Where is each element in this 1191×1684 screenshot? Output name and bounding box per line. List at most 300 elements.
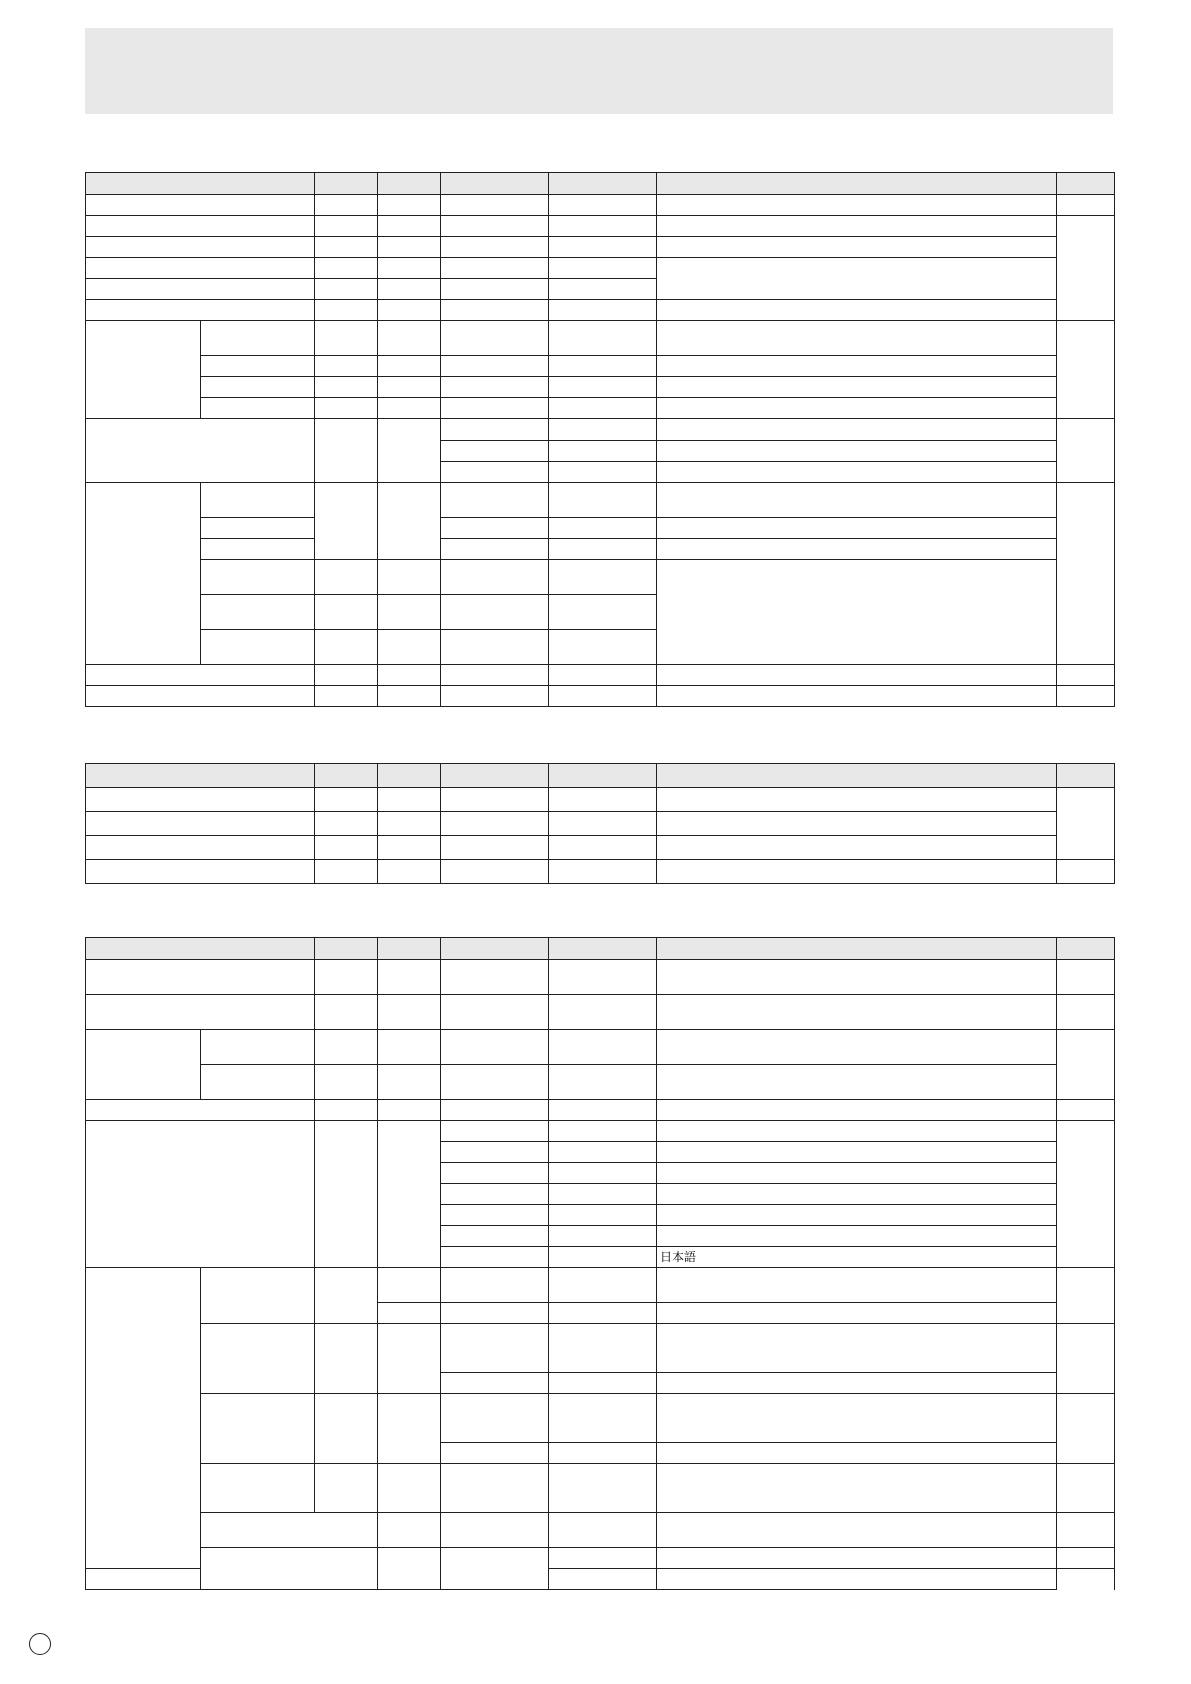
table-cell <box>549 1464 657 1513</box>
table-cell <box>86 1030 201 1100</box>
table-cell <box>549 1303 657 1324</box>
table-cell <box>315 377 378 398</box>
table-cell <box>657 539 1057 560</box>
table-row <box>86 1065 1115 1100</box>
table-cell <box>441 1443 549 1464</box>
table-cell <box>201 1548 378 1590</box>
table-cell <box>549 1324 657 1373</box>
table-cell <box>201 1268 315 1324</box>
table-cell <box>657 462 1057 483</box>
table-row <box>86 995 1115 1030</box>
table-cell <box>86 216 315 237</box>
table-cell <box>378 560 441 595</box>
table-cell <box>441 321 549 356</box>
table-row <box>86 321 1115 356</box>
table-row <box>86 1100 1115 1121</box>
table-cell <box>657 560 1057 665</box>
page-number-badge <box>29 1633 51 1655</box>
table-cell <box>441 483 549 518</box>
table-cell <box>549 321 657 356</box>
table-cell <box>441 1247 549 1268</box>
table-cell <box>1057 419 1115 483</box>
header-cell <box>315 938 378 960</box>
table-cell <box>441 195 549 216</box>
table-cell <box>441 560 549 595</box>
table-cell <box>315 630 378 665</box>
table-row <box>86 483 1115 518</box>
table-cell <box>86 237 315 258</box>
table-cell <box>657 1548 1057 1569</box>
table-cell <box>315 300 378 321</box>
table-cell <box>1057 1324 1115 1394</box>
table-cell <box>315 860 378 884</box>
table-cell <box>201 377 315 398</box>
settings-table-2 <box>85 763 1115 884</box>
table-cell <box>315 686 378 707</box>
table-cell <box>657 1205 1057 1226</box>
table-cell <box>549 356 657 377</box>
table-cell <box>549 216 657 237</box>
table-cell <box>86 279 315 300</box>
table-cell <box>441 279 549 300</box>
table-cell <box>657 356 1057 377</box>
header-cell-description <box>657 173 1057 195</box>
table-cell <box>441 216 549 237</box>
table-row <box>86 195 1115 216</box>
table-cell <box>378 279 441 300</box>
table-cell <box>315 216 378 237</box>
table-cell <box>657 1373 1057 1394</box>
table-cell <box>441 1184 549 1205</box>
table-cell <box>441 1373 549 1394</box>
table-cell <box>1057 216 1115 321</box>
table-cell <box>657 686 1057 707</box>
table-cell <box>657 1030 1057 1065</box>
table-cell <box>86 321 201 419</box>
table-cell <box>86 1569 201 1590</box>
table-cell <box>86 1268 201 1569</box>
table-cell <box>657 1268 1057 1303</box>
table-cell <box>441 356 549 377</box>
table-cell <box>657 1464 1057 1513</box>
header-cell-item <box>86 173 315 195</box>
table-cell <box>657 1163 1057 1184</box>
table-cell <box>549 1205 657 1226</box>
table-row <box>86 860 1115 884</box>
header-cell-item <box>86 764 315 788</box>
table-cell <box>549 788 657 812</box>
table-cell <box>201 356 315 377</box>
table-row <box>86 1394 1115 1443</box>
table-cell <box>378 788 441 812</box>
table-cell <box>549 960 657 995</box>
table-cell <box>1057 1121 1115 1268</box>
table-row <box>86 216 1115 237</box>
table-cell <box>549 1030 657 1065</box>
table-cell <box>201 1030 315 1065</box>
table-cell <box>378 1324 441 1394</box>
table-cell <box>549 1569 657 1590</box>
table-cell <box>201 518 315 539</box>
table-cell <box>441 377 549 398</box>
table-cell <box>657 960 1057 995</box>
table-cell <box>549 1100 657 1121</box>
header-cell <box>441 173 549 195</box>
table-cell <box>1057 1464 1115 1513</box>
table-cell <box>378 483 441 560</box>
header-cell-description <box>657 764 1057 788</box>
table-cell <box>549 665 657 686</box>
table-cell <box>1057 483 1115 665</box>
table-cell <box>549 377 657 398</box>
table-cell <box>1057 995 1115 1030</box>
table-row <box>86 1030 1115 1065</box>
page-header-banner <box>85 28 1113 114</box>
table-cell <box>441 441 549 462</box>
table-cell <box>441 1464 549 1513</box>
table-cell <box>657 483 1057 518</box>
table-cell <box>86 665 315 686</box>
header-cell <box>378 173 441 195</box>
table-cell <box>441 1513 549 1548</box>
table-cell <box>201 560 315 595</box>
table-row <box>86 258 1115 279</box>
table-row <box>86 1513 1115 1548</box>
table-cell <box>549 258 657 279</box>
table-row <box>86 960 1115 995</box>
table-cell <box>378 1030 441 1065</box>
table-row <box>86 377 1115 398</box>
table-cell <box>86 483 201 665</box>
table-cell <box>657 441 1057 462</box>
table-cell <box>441 1268 549 1303</box>
table-cell <box>201 630 315 665</box>
table-cell <box>441 1226 549 1247</box>
table-row <box>86 686 1115 707</box>
table-cell <box>378 321 441 356</box>
table-cell <box>315 1394 378 1464</box>
table-cell <box>201 539 315 560</box>
table-cell <box>657 419 1057 441</box>
table-cell <box>441 462 549 483</box>
table-cell <box>86 1100 315 1121</box>
table-cell <box>201 1065 315 1100</box>
table-cell <box>315 595 378 630</box>
table-cell <box>657 321 1057 356</box>
table-cell <box>315 279 378 300</box>
table-cell <box>657 995 1057 1030</box>
table-cell <box>657 1142 1057 1163</box>
table-row <box>86 1121 1115 1142</box>
table-cell <box>549 1373 657 1394</box>
table-header-row <box>86 938 1115 960</box>
table-cell <box>549 686 657 707</box>
table-cell <box>549 483 657 518</box>
table-cell <box>378 686 441 707</box>
table-cell <box>441 237 549 258</box>
table-cell <box>378 1513 441 1548</box>
table-row <box>86 665 1115 686</box>
table-cell <box>201 1464 315 1513</box>
table-cell <box>441 1100 549 1121</box>
table-cell <box>315 812 378 836</box>
table-cell <box>201 321 315 356</box>
table-cell <box>657 377 1057 398</box>
table-row <box>86 1464 1115 1513</box>
table-cell <box>657 1100 1057 1121</box>
table-cell <box>441 788 549 812</box>
table-cell <box>315 960 378 995</box>
table-cell <box>549 518 657 539</box>
table-header-row <box>86 764 1115 788</box>
table-cell <box>315 1030 378 1065</box>
table-cell <box>441 1065 549 1100</box>
table-cell <box>201 1394 315 1464</box>
table-cell <box>1057 960 1115 995</box>
table-cell <box>315 788 378 812</box>
table-cell <box>86 686 315 707</box>
table-cell <box>549 441 657 462</box>
table-cell <box>549 630 657 665</box>
table-cell <box>315 398 378 419</box>
table-cell <box>378 1548 441 1590</box>
table-row <box>86 419 1115 441</box>
table-row <box>86 812 1115 836</box>
table-cell <box>441 1394 549 1443</box>
table-cell <box>1057 1548 1115 1569</box>
table-cell <box>657 216 1057 237</box>
table-cell <box>549 860 657 884</box>
header-cell <box>549 764 657 788</box>
table-cell <box>441 960 549 995</box>
table-cell <box>657 237 1057 258</box>
table-cell <box>1057 1513 1115 1548</box>
table-row <box>86 398 1115 419</box>
table-cell <box>549 1184 657 1205</box>
table-cell <box>1057 1394 1115 1464</box>
settings-table-3 <box>85 937 1115 1590</box>
header-cell <box>378 938 441 960</box>
table-cell <box>378 216 441 237</box>
language-option-japanese: 日本語 <box>657 1247 1057 1268</box>
table-cell <box>201 483 315 518</box>
table-cell <box>378 1464 441 1513</box>
table-cell <box>441 1205 549 1226</box>
table-cell <box>441 686 549 707</box>
table-cell <box>315 258 378 279</box>
table-cell <box>549 237 657 258</box>
table-cell <box>378 812 441 836</box>
table-cell <box>657 1394 1057 1443</box>
table-cell <box>657 1569 1057 1590</box>
table-cell <box>378 630 441 665</box>
table-row <box>86 518 1115 539</box>
table-row <box>86 539 1115 560</box>
table-cell <box>378 1394 441 1464</box>
table-cell <box>549 1226 657 1247</box>
table-cell <box>1057 195 1115 216</box>
table-cell <box>549 462 657 483</box>
table-row <box>86 788 1115 812</box>
table-row <box>86 300 1115 321</box>
table-cell <box>549 595 657 630</box>
table-cell <box>315 665 378 686</box>
table-cell <box>441 1163 549 1184</box>
table-cell <box>441 1303 549 1324</box>
table-cell <box>657 518 1057 539</box>
table-cell <box>1057 1100 1115 1121</box>
table-cell <box>657 1443 1057 1464</box>
table-row <box>86 1324 1115 1373</box>
table-cell <box>549 419 657 441</box>
table-cell <box>657 1324 1057 1373</box>
table-cell <box>378 1121 441 1268</box>
table-cell <box>657 1065 1057 1100</box>
table-cell <box>86 788 315 812</box>
table-cell <box>378 1303 441 1324</box>
table-cell <box>441 1142 549 1163</box>
table-cell <box>441 398 549 419</box>
table-cell <box>86 860 315 884</box>
table-cell <box>441 665 549 686</box>
header-cell <box>549 938 657 960</box>
table-cell <box>1057 686 1115 707</box>
table-cell <box>549 1394 657 1443</box>
table-cell <box>378 356 441 377</box>
header-cell <box>315 173 378 195</box>
table-cell <box>315 195 378 216</box>
table-cell <box>441 836 549 860</box>
table-cell <box>378 836 441 860</box>
table-cell <box>1057 1030 1115 1100</box>
table-row <box>86 356 1115 377</box>
table-cell <box>86 1121 315 1268</box>
table-cell <box>441 1121 549 1142</box>
table-cell <box>315 237 378 258</box>
table-cell <box>315 419 378 483</box>
header-cell-page <box>1057 173 1115 195</box>
table-cell <box>315 1121 378 1268</box>
header-cell <box>549 173 657 195</box>
table-cell <box>315 1464 378 1513</box>
table-cell <box>657 398 1057 419</box>
table-cell <box>549 1163 657 1184</box>
table-cell <box>441 1548 549 1590</box>
table-cell <box>441 258 549 279</box>
table-row <box>86 1268 1115 1303</box>
table-cell <box>378 1065 441 1100</box>
table-cell <box>315 1065 378 1100</box>
table-cell <box>1057 321 1115 419</box>
table-cell <box>549 1548 657 1569</box>
table-cell <box>378 1268 441 1303</box>
header-cell-description <box>657 938 1057 960</box>
header-cell <box>441 764 549 788</box>
table-cell <box>441 518 549 539</box>
table-cell <box>315 1324 378 1394</box>
header-cell-page <box>1057 938 1115 960</box>
table-cell <box>657 812 1057 836</box>
table-cell <box>378 595 441 630</box>
table-cell <box>1057 788 1115 860</box>
table-row <box>86 1548 1115 1569</box>
header-cell-item <box>86 938 315 960</box>
table-cell <box>441 630 549 665</box>
table-cell <box>549 1065 657 1100</box>
table-cell <box>441 1030 549 1065</box>
table-cell <box>378 300 441 321</box>
table-cell <box>441 860 549 884</box>
table-cell <box>549 836 657 860</box>
table-cell <box>86 419 315 483</box>
table-cell <box>549 1142 657 1163</box>
table-cell <box>201 1324 315 1394</box>
table-cell <box>86 836 315 860</box>
table-cell <box>657 1303 1057 1324</box>
table-cell <box>378 665 441 686</box>
table-cell <box>201 1513 378 1548</box>
header-cell <box>315 764 378 788</box>
table-row <box>86 237 1115 258</box>
table-cell <box>549 279 657 300</box>
table-cell <box>441 419 549 441</box>
table-cell <box>315 560 378 595</box>
table-cell <box>657 860 1057 884</box>
table-cell <box>315 836 378 860</box>
table-cell <box>657 665 1057 686</box>
table-cell <box>378 960 441 995</box>
table-cell <box>657 788 1057 812</box>
table-cell <box>378 1100 441 1121</box>
table-cell <box>315 321 378 356</box>
table-cell <box>549 398 657 419</box>
table-cell <box>1057 1268 1115 1324</box>
table-cell <box>441 595 549 630</box>
table-cell <box>549 1513 657 1548</box>
table-cell <box>657 1121 1057 1142</box>
table-cell <box>441 300 549 321</box>
table-cell <box>657 1226 1057 1247</box>
table-cell <box>315 1268 378 1324</box>
table-cell <box>549 539 657 560</box>
table-cell <box>549 300 657 321</box>
table-cell <box>315 1100 378 1121</box>
table-cell <box>378 860 441 884</box>
table-cell <box>549 1443 657 1464</box>
settings-table-1 <box>85 172 1115 707</box>
table-cell <box>549 1268 657 1303</box>
table-cell <box>1057 860 1115 884</box>
table-cell <box>378 237 441 258</box>
table-cell <box>657 1513 1057 1548</box>
table-cell <box>201 595 315 630</box>
table-row <box>86 836 1115 860</box>
table-cell <box>86 812 315 836</box>
table-cell <box>378 258 441 279</box>
table-cell <box>549 812 657 836</box>
table-cell <box>657 195 1057 216</box>
table-cell <box>86 960 315 995</box>
table-cell <box>86 195 315 216</box>
table-cell <box>441 1324 549 1373</box>
table-cell <box>86 258 315 279</box>
table-cell <box>657 836 1057 860</box>
header-cell-page <box>1057 764 1115 788</box>
header-cell <box>378 764 441 788</box>
table-cell <box>86 300 315 321</box>
table-cell <box>201 398 315 419</box>
table-cell <box>441 812 549 836</box>
